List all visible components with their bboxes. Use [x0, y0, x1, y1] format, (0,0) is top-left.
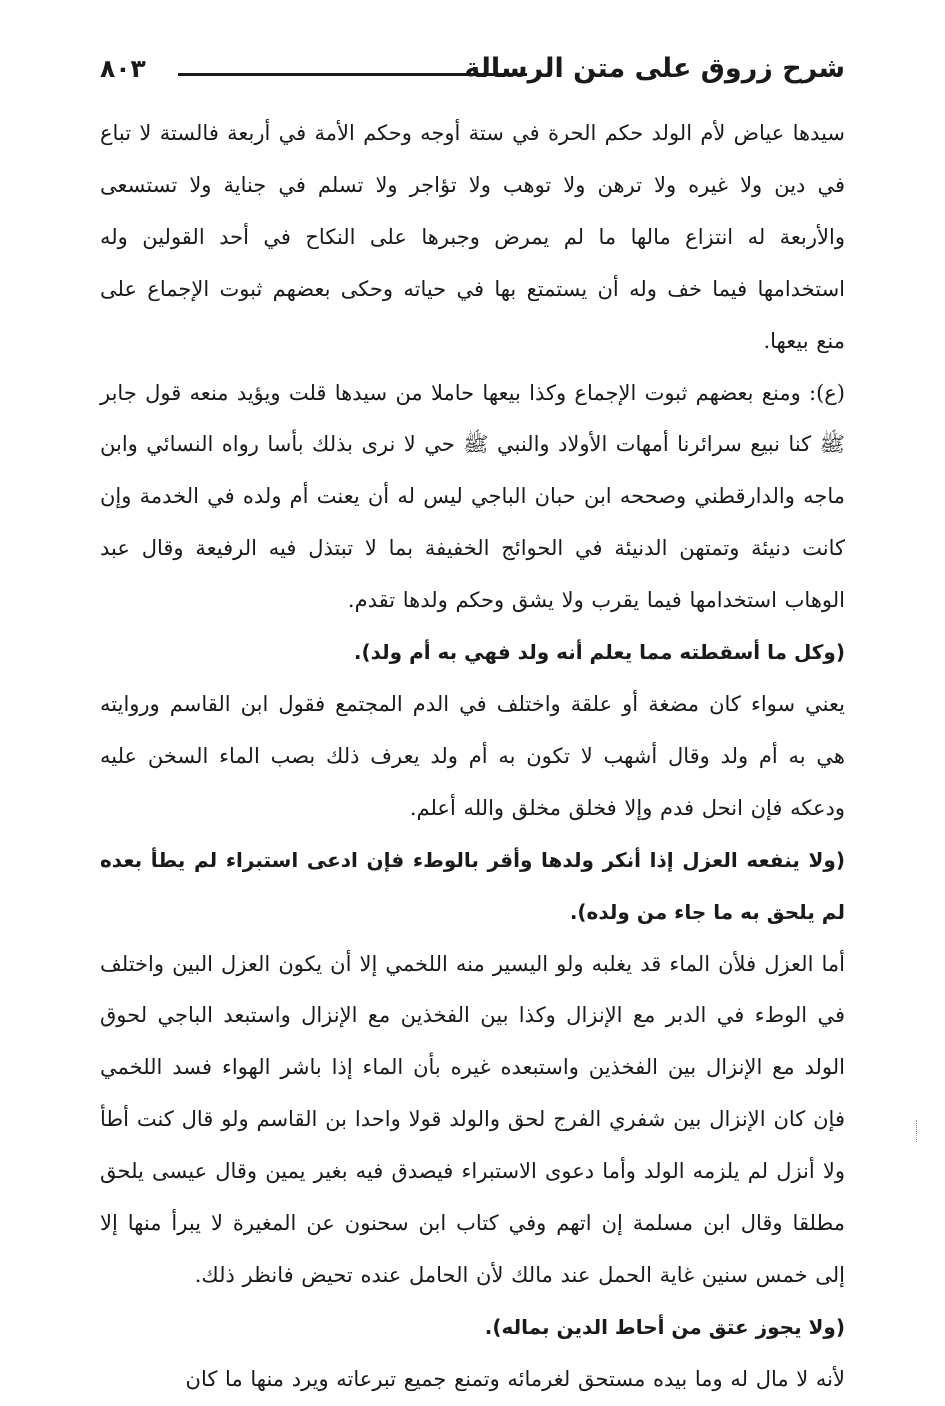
commentary-paragraph: يعني سواء كان مضغة أو علقة واختلف في الدم المجتمع فقول ابن القاسم وروايته هي به أم ولد وقال أشهب لا تكون به أم ولد يعرف ذلك بصب الماء السخن عليه ودعكه فإن انحل فدم وإلا فخلق مخلق والله أعلم.	[100, 691, 845, 820]
commentary-paragraph: أما العزل فلأن الماء قد يغلبه ولو اليسير منه اللخمي إلا أن يكون العزل البين واختلف في الوطء في الدبر مع الإنزال وكذا بين الفخذين مع الإنزال واستبعد الباجي لحوق الولد مع الإنزال بين الفخذين واستبعده غيره بأن الماء إذا باشر الهواء فسد اللخمي فإن كان الإنزال بين شفري الفرج لحق والولد قولا واحدا بن القاسم ولو قال كنت أطأ ولا أنزل لم يلزمه الولد وأما دعوى الاستبراء فيصدق فيه بغير يمين وقال عيسى يلحق مطلقا وقال ابن مسلمة إن اتهم وفي كتاب ابن سحنون عن المغيرة لا يبرأ منها إلا إلى خمس سنين غاية الحمل عند مالك لأن الحامل عنده تحيض فانظر ذلك.	[100, 951, 845, 1287]
commentary-paragraph: (ع): ومنع بعضهم ثبوت الإجماع وكذا بيعها حاملا من سيدها قلت ويؤيد منعه قول جابر ﷺ كنا نبيع سرائرنا أمهات الأولاد والنبي ﷺ حي لا نرى بذلك بأسا رواه النسائي وابن ماجه والدارقطني وصححه ابن حبان الباجي ليس له أن يعنت أم ولده في الخدمة وإن كانت دنيئة وتمتهن الدنيئة في الحوائج الخفيفة بما لا تبتذل فيه الرفيعة وقال عبد الوهاب استخدامها فيما يقرب ولا يشق وحكم ولدها تقدم.	[100, 380, 845, 613]
running-header	[100, 50, 845, 94]
body-text	[100, 108, 845, 1406]
matn-quotation: (وكل ما أسقطته مما يعلم أنه ولد فهي به أم ولد).	[353, 640, 845, 665]
page-number: ٨٠٣	[100, 54, 146, 83]
commentary-paragraph: سيدها عياض لأم الولد حكم الحرة في ستة أوجه وحكم الأمة في أربعة فالستة لا تباع في دين ولا غيره ولا ترهن ولا توهب ولا تؤاجر ولا تسلم في جناية ولا تستسعى والأربعة له انتزاع مالها ما لم يمرض وجبرها على النكاح في أحد القولين وله استخدامها فيما خف وله أن يستمتع بها في حياته وحكى بعضهم ثبوت الإجماع على منع بيعها.	[100, 121, 845, 353]
matn-quotation: (ولا ينفعه العزل إذا أنكر ولدها وأقر بالوطء فإن ادعى استبراء لم يطأ بعده لم يلحق به ما جاء من ولده).	[100, 847, 845, 924]
header-rule	[178, 73, 527, 76]
margin-mark	[916, 1120, 920, 1142]
matn-quotation: (ولا يجوز عتق من أحاط الدين بماله).	[484, 1314, 845, 1339]
commentary-paragraph: لأنه لا مال له وما بيده مستحق لغرمائه وتمنع جميع تبرعاته ويرد منها ما كان	[185, 1366, 845, 1391]
book-title: شرح زروق على متن الرسالة	[464, 53, 845, 84]
